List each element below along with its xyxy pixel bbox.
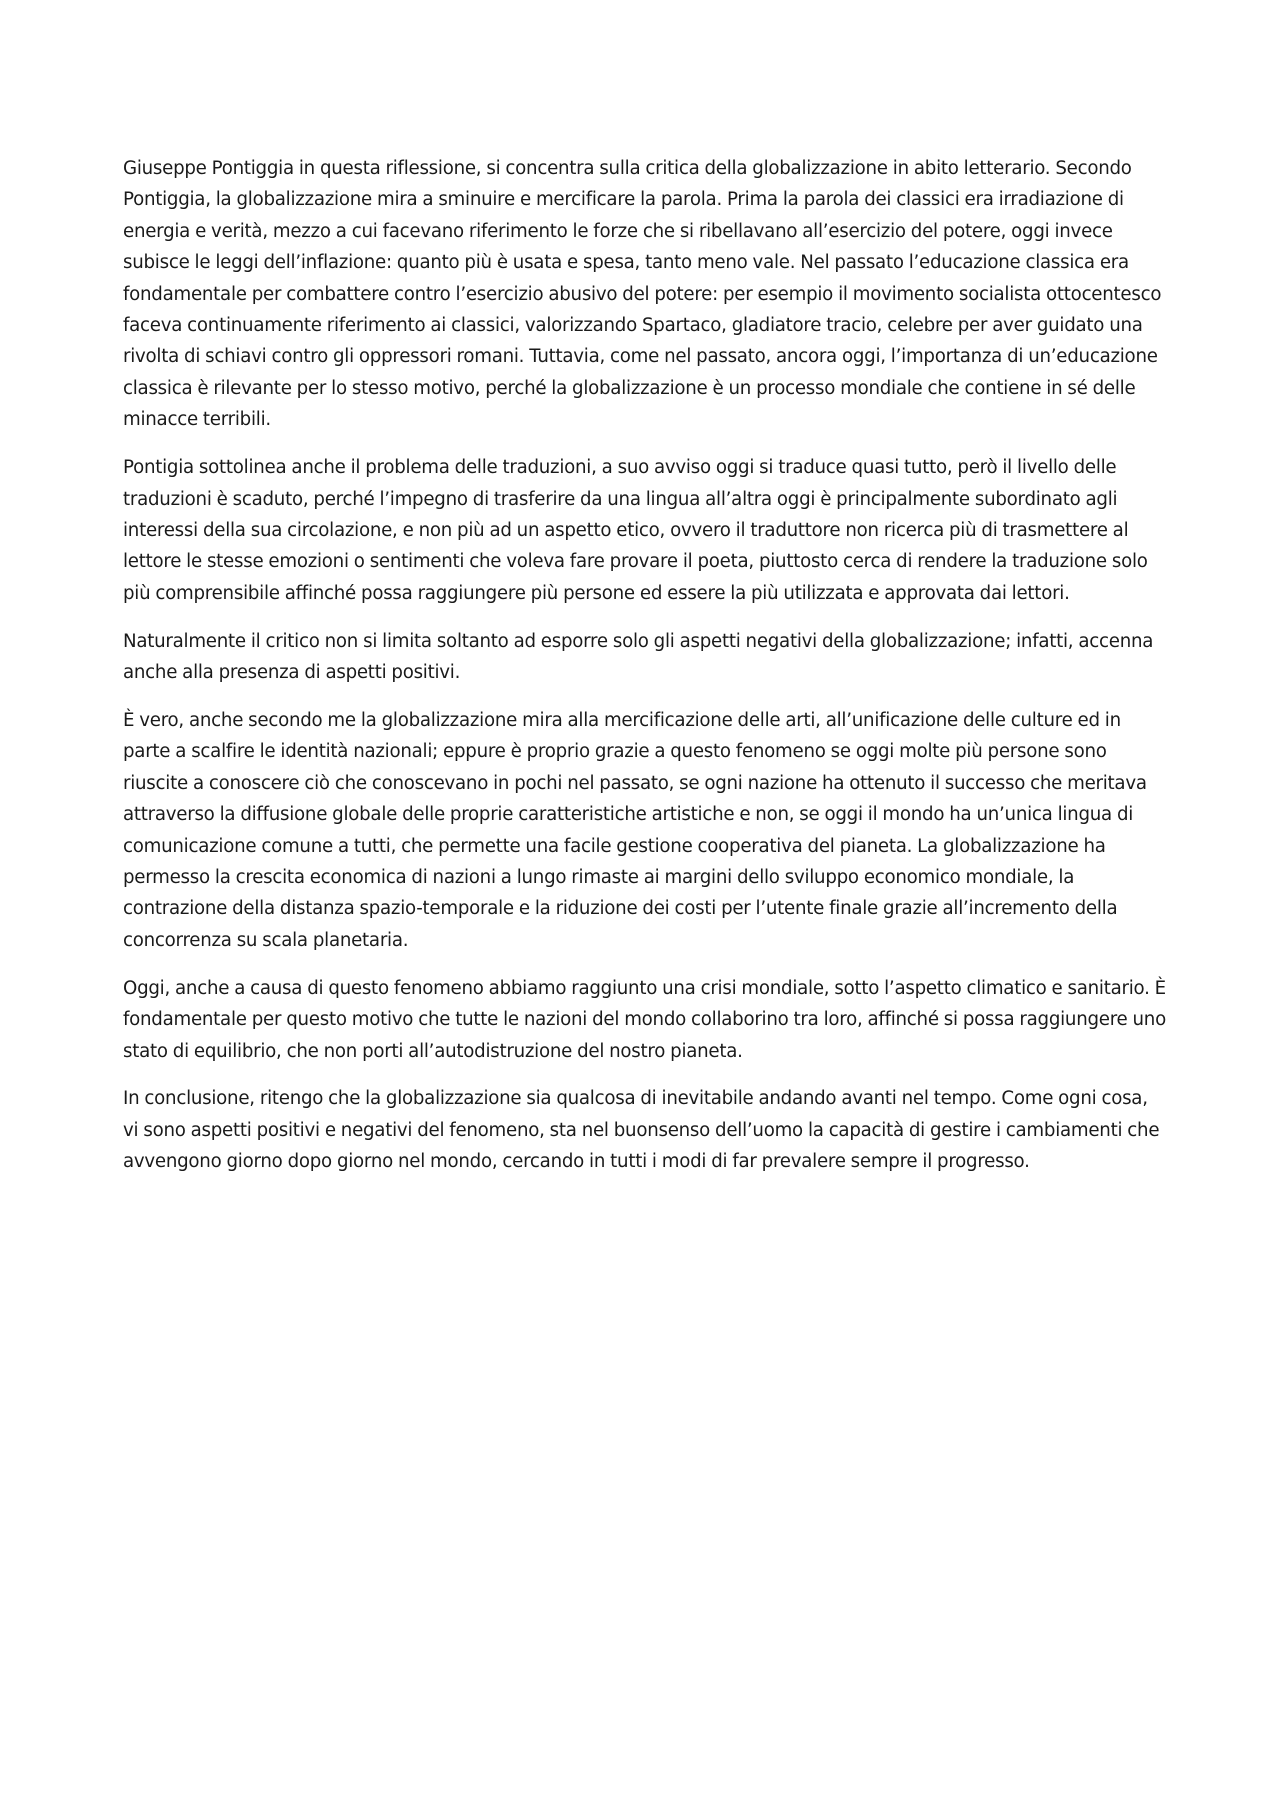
document-body xyxy=(123,153,1168,1194)
paragraph-4: È vero, anche secondo me la globalizzazione mira alla mercificazione delle arti, all’unificazione delle culture ed in parte a scalfire le identità nazionali; eppure è proprio grazie a questo fenomeno se oggi molte più persone sono riuscite a conoscere ciò che conoscevano in pochi nel passato, se ogni nazione ha ottenuto il successo che meritava attraverso la diffusione globale delle proprie caratteristiche artistiche e non, se oggi il mondo ha un’unica lingua di comunicazione comune a tutti, che permette una facile gestione cooperativa del pianeta. La globalizzazione ha permesso la crescita economica di nazioni a lungo rimaste ai margini dello sviluppo economico mondiale, la contrazione della distanza spazio-temporale e la riduzione dei costi per l’utente finale grazie all’incremento della concorrenza su scala planetaria. xyxy=(123,710,1147,951)
paragraph-6: In conclusione, ritengo che la globalizzazione sia qualcosa di inevitabile andando avanti nel tempo. Come ogni cosa, vi sono aspetti positivi e negativi del fenomeno, sta nel buonsenso dell’uomo la capacità di gestire i cambiamenti che avvengono giorno dopo giorno nel mondo, cercando in tutti i modi di far prevalere sempre il progresso. xyxy=(123,1088,1160,1173)
paragraph-3: Naturalmente il critico non si limita soltanto ad esporre solo gli aspetti negativi della globalizzazione; infatti, accenna anche alla presenza di aspetti positivi. xyxy=(123,630,1154,684)
paragraph-2: Pontigia sottolinea anche il problema delle traduzioni, a suo avviso oggi si traduce quasi tutto, però il livello delle traduzioni è scaduto, perché l’impegno di trasferire da una lingua all’altra oggi è principalmente subordinato agli interessi della sua circolazione, e non più ad un aspetto etico, ovvero il traduttore non ricerca più di trasmettere al lettore le stesse emozioni o sentimenti che voleva fare provare il poeta, piuttosto cerca di rendere la traduzione solo più comprensibile affinché possa raggiungere più persone ed essere la più utilizzata e approvata dai lettori. xyxy=(123,457,1148,604)
paragraph-1: Giuseppe Pontiggia in questa riflessione, si concentra sulla critica della globalizzazione in abito letterario. Secondo Pontiggia, la globalizzazione mira a sminuire e mercificare la parola. Prima la parola dei classici era irradiazione di energia e verità, mezzo a cui facevano riferimento le forze che si ribellavano all’esercizio del potere, oggi invece subisce le leggi dell’inflazione: quanto più è usata e spesa, tanto meno vale. Nel passato l’educazione classica era fondamentale per combattere contro l’esercizio abusivo del potere: per esempio il movimento socialista ottocentesco faceva continuamente riferimento ai classici, valorizzando Spartaco, gladiatore tracio, celebre per aver guidato una rivolta di schiavi contro gli oppressori romani. Tuttavia, come nel passato, ancora oggi, l’importanza di un’educazione classica è rilevante per lo stesso motivo, perché la globalizzazione è un processo mondiale che contiene in sé delle minacce terribili. xyxy=(123,158,1162,431)
paragraph-5: Oggi, anche a causa di questo fenomeno abbiamo raggiunto una crisi mondiale, sotto l’aspetto climatico e sanitario. È fondamentale per questo motivo che tutte le nazioni del mondo collaborino tra loro, affinché si possa raggiungere uno stato di equilibrio, che non porti all’autodistruzione del nostro pianeta. xyxy=(123,977,1166,1062)
